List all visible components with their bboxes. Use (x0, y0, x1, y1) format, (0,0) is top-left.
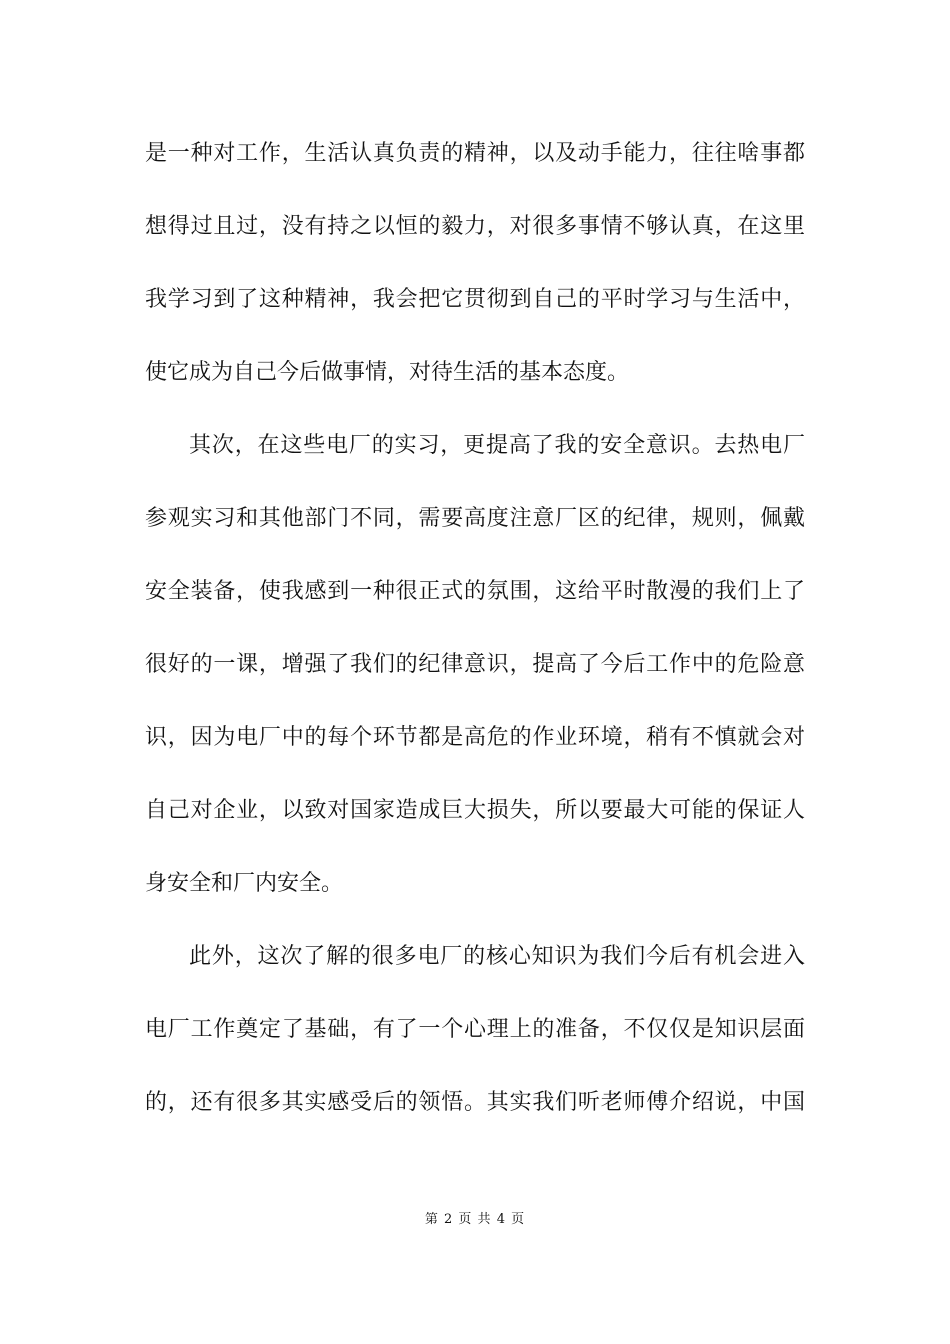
text-line: 很好的一课，增强了我们的纪律意识，提高了今后工作中的危险意 (145, 652, 805, 677)
text-line: 想得过且过，没有持之以恒的毅力，对很多事情不够认真，在这里 (145, 214, 805, 239)
text-line: 自己对企业，以致对国家造成巨大损失，所以要最大可能的保证人 (145, 798, 805, 823)
page-number-label: 第 2 页 共 4 页 (424, 1212, 526, 1227)
text-line: 的，还有很多其实感受后的领悟。其实我们听老师傅介绍说，中国 (145, 1090, 805, 1115)
text-line: 使它成为自己今后做事情，对待生活的基本态度。 (145, 360, 630, 385)
text-line: 身安全和厂内安全。 (145, 871, 344, 896)
page-footer (0, 1208, 950, 1227)
text-line: 电厂工作奠定了基础，有了一个心理上的准备，不仅仅是知识层面 (145, 1017, 805, 1042)
text-line: 安全装备，使我感到一种很正式的氛围，这给平时散漫的我们上了 (145, 579, 805, 604)
paragraph-start-line: 其次，在这些电厂的实习，更提高了我的安全意识。去热电厂 (189, 433, 805, 458)
text-line: 识，因为电厂中的每个环节都是高危的作业环境，稍有不慎就会对 (145, 725, 805, 750)
text-line: 参观实习和其他部门不同，需要高度注意厂区的纪律，规则，佩戴 (145, 506, 805, 531)
text-line: 我学习到了这种精神，我会把它贯彻到自己的平时学习与生活中， (145, 287, 805, 312)
paragraph-start-line: 此外，这次了解的很多电厂的核心知识为我们今后有机会进入 (189, 944, 805, 969)
text-line: 是一种对工作，生活认真负责的精神，以及动手能力，往往啥事都 (145, 141, 805, 166)
body-text (145, 130, 805, 1152)
